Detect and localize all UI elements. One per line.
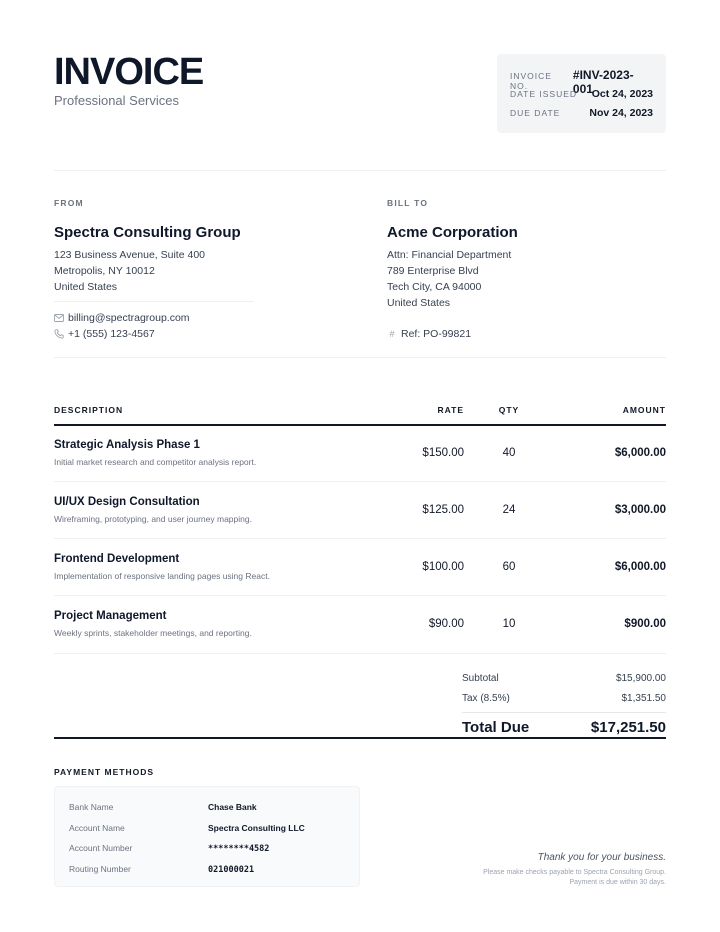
from-address-line: 123 Business Avenue, Suite 400: [54, 249, 206, 261]
payment-value: Chase Bank: [208, 802, 257, 812]
item-rate: $90.00: [428, 618, 464, 630]
totals-separator: [462, 712, 666, 713]
payment-row: [69, 802, 345, 823]
total-due-label: Total Due: [462, 719, 530, 736]
header-divider: [54, 170, 666, 171]
total-due-row: [462, 719, 666, 736]
item-title: Frontend Development: [54, 553, 180, 565]
bill-to-reference-text: Ref: PO-99821: [401, 328, 472, 340]
date-issued-label: DATE ISSUED: [510, 89, 578, 99]
subtotal-row: [462, 673, 666, 684]
total-due-value: $17,251.50: [590, 719, 666, 736]
tax-value: $1,351.50: [621, 693, 666, 704]
payment-note: [483, 868, 666, 888]
bill-to-address-line: 789 Enterprise Blvd: [387, 265, 479, 277]
item-rate: $125.00: [422, 504, 464, 516]
column-header-amount: AMOUNT: [622, 405, 666, 415]
item-amount: $3,000.00: [614, 504, 666, 516]
from-label: FROM: [54, 198, 84, 208]
item-description: Wireframing, prototyping, and user journey mapping.: [54, 514, 252, 524]
item-amount: $900.00: [624, 618, 666, 630]
from-email-text: billing@spectragroup.com: [68, 312, 190, 324]
payment-note-line: Please make checks payable to Spectra Consulting Group.: [483, 869, 666, 876]
from-phone[interactable]: [54, 326, 274, 342]
item-description: Weekly sprints, stakeholder meetings, and reporting.: [54, 628, 252, 638]
bill-to-spacer: [387, 317, 587, 318]
phone-icon: [54, 329, 64, 339]
due-date-value: Nov 24, 2023: [589, 107, 653, 119]
item-qty: 60: [502, 561, 516, 573]
from-email[interactable]: [54, 310, 274, 326]
from-address-line: United States: [54, 281, 118, 293]
table-row: [54, 539, 666, 596]
from-address-line: Metropolis, NY 10012: [54, 265, 155, 277]
item-title: Strategic Analysis Phase 1: [54, 439, 200, 451]
item-amount: $6,000.00: [614, 447, 666, 459]
item-qty: 40: [502, 447, 516, 459]
payment-key: Account Number: [69, 843, 133, 853]
payment-key: Bank Name: [69, 802, 114, 812]
from-section: [54, 198, 274, 342]
table-row: [54, 425, 666, 482]
item-rate: $150.00: [422, 447, 464, 459]
bill-to-address-line: Tech City, CA 94000: [387, 281, 482, 293]
item-title: UI/UX Design Consultation: [54, 496, 200, 508]
from-separator: [54, 301, 254, 302]
item-description: Implementation of responsive landing pages using React.: [54, 571, 270, 581]
thank-you-message: Thank you for your business.: [537, 852, 666, 863]
bill-to-section: [387, 198, 607, 342]
item-title: Project Management: [54, 610, 167, 622]
row-separator: [54, 653, 666, 654]
bill-to-address-line: United States: [387, 297, 451, 309]
payment-value: Spectra Consulting LLC: [208, 822, 305, 833]
bill-to-reference: [387, 326, 607, 342]
table-row: [54, 482, 666, 539]
invoice-number-value: #INV-2023-001: [572, 68, 634, 96]
payment-value: 021000021: [208, 864, 255, 875]
payment-key: Routing Number: [69, 863, 131, 874]
total-rule: [54, 737, 666, 739]
payment-note-line: Payment is due within 30 days.: [569, 879, 666, 886]
item-rate: $100.00: [422, 561, 464, 573]
mail-icon: [54, 313, 64, 323]
from-phone-text: +1 (555) 123-4567: [68, 328, 155, 340]
bill-to-address: [387, 247, 607, 311]
column-header-description: DESCRIPTION: [54, 405, 124, 415]
item-qty: 10: [502, 618, 516, 630]
tax-label: Tax (8.5%): [462, 693, 510, 704]
table-row: [54, 596, 666, 653]
item-description: Initial market research and competitor analysis report.: [54, 457, 257, 467]
payment-methods-label: PAYMENT METHODS: [54, 767, 155, 777]
column-header-rate: RATE: [437, 405, 464, 415]
invoice-title: INVOICE: [54, 51, 204, 93]
invoice-subtitle: Professional Services: [54, 93, 179, 108]
subtotal-label: Subtotal: [462, 673, 499, 684]
item-amount: $6,000.00: [614, 561, 666, 573]
tax-row: [462, 693, 666, 704]
invoice-number-label: INVOICE NO.: [510, 71, 552, 91]
payment-key: Account Name: [69, 822, 125, 833]
from-name: Spectra Consulting Group: [54, 224, 241, 241]
subtotal-value: $15,900.00: [615, 673, 666, 684]
due-date-label: DUE DATE: [510, 108, 561, 118]
bill-to-name: Acme Corporation: [387, 224, 518, 241]
column-header-qty: QTY: [498, 405, 520, 415]
payment-value: ********4582: [208, 844, 270, 854]
bill-to-label: BILL TO: [387, 198, 429, 208]
item-qty: 24: [502, 504, 516, 516]
payment-row: [69, 864, 345, 885]
payment-row: [69, 823, 345, 844]
parties-divider: [54, 357, 666, 358]
hash-icon: #: [389, 329, 395, 339]
payment-row: [69, 843, 345, 864]
from-address: [54, 247, 274, 295]
bill-to-address-line: Attn: Financial Department: [387, 249, 512, 261]
invoice-meta-box: [497, 54, 666, 133]
payment-methods-box: [54, 786, 360, 887]
due-date-row: [510, 107, 653, 126]
date-issued-value: Oct 24, 2023: [591, 88, 653, 100]
